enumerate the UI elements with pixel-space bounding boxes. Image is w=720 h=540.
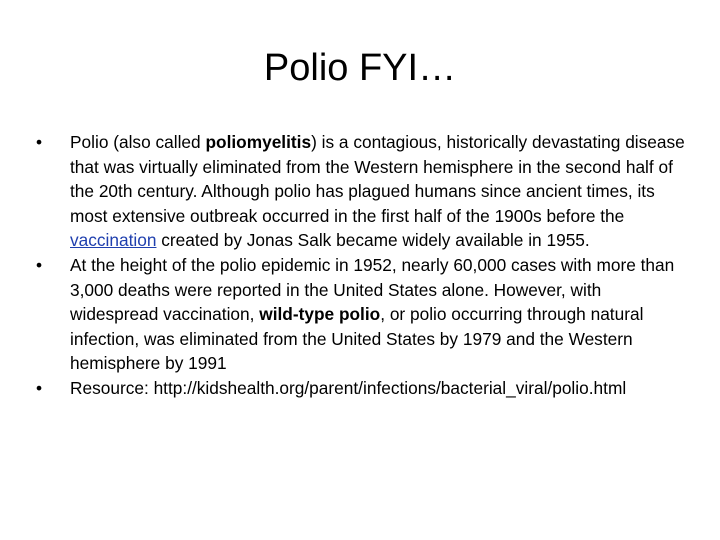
bullet-text: At the height of the polio epidemic in 1952, nearly 60,000 cases with more than 3,000 deaths were reported in the United States alone. However, with widespread vaccination, bbox=[70, 254, 675, 325]
bullet-text: Polio (also called bbox=[70, 132, 206, 152]
bullet-dot: • bbox=[36, 254, 43, 275]
bullet-dot: • bbox=[36, 377, 43, 398]
bullet-list bbox=[36, 130, 686, 401]
bullet-text: created by Jonas Salk became widely available in 1955. bbox=[156, 230, 590, 251]
bold-term-poliomyelitis: poliomyelitis bbox=[205, 132, 312, 152]
bullet-text: ) is a contagious, historically devastating disease that was virtually eliminated from the Western hemisphere in the second half of the 20th century. Although polio has plagued humans since ancient times, its most extensive outbreak occurred in the first half of the 1900s before the bbox=[70, 132, 685, 226]
vaccination-link[interactable]: vaccination bbox=[70, 230, 157, 251]
bullet-item-2 bbox=[36, 253, 686, 376]
bullet-item-3 bbox=[36, 376, 686, 401]
bullet-dot: • bbox=[36, 132, 43, 152]
resource-text: Resource: http://kidshealth.org/parent/infections/bacterial_viral/polio.html bbox=[70, 377, 627, 398]
bold-term-wild-type-polio: wild-type polio bbox=[259, 304, 381, 325]
bullet-item-1 bbox=[36, 130, 686, 253]
bullet-text: , or polio occurring through natural infection, was eliminated from the United States by 1979 and the Western hemisphere by 1991 bbox=[70, 304, 644, 374]
slide-title: Polio FYI… bbox=[263, 47, 457, 89]
